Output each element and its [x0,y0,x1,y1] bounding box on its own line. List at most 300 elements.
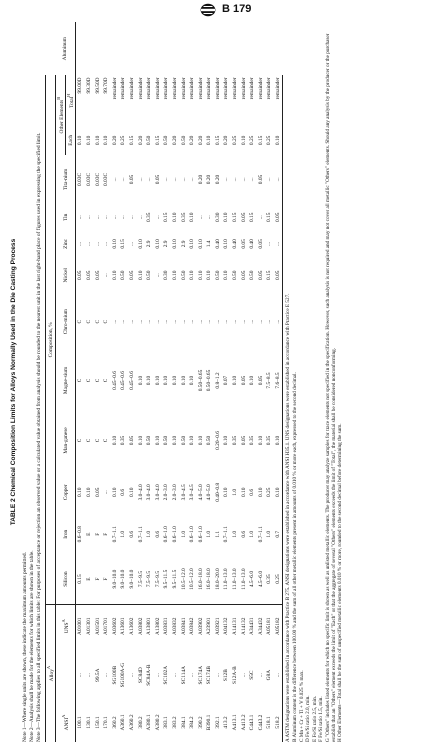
table-cell: 383.2 [171,716,178,729]
table-cell: ... [214,319,221,324]
table-cell: 0.10 [171,212,178,222]
table-row [93,22,102,742]
table-cell: 0.15 [154,135,161,146]
table-cell: SG100B [111,665,118,685]
table-cell: 0.10 [189,212,196,222]
table-cell: 0.20 [171,135,178,146]
table-cell: ... [163,177,170,182]
table-cell: 0.10 [103,135,110,146]
table-cell: ... [266,177,273,182]
table-cell: 0.6 [128,530,135,538]
table-cell: ... [146,177,153,182]
table-cell: 0.05 [240,212,247,222]
table-row [145,22,154,742]
table-cell: 1.0 [249,530,256,538]
table-cell: 0.30 [214,212,221,222]
table-cell: ... [163,319,170,324]
table-cell: 0.10 [240,135,247,146]
table-cell: ... [137,177,144,182]
table-cell: ... [274,293,283,350]
table-cell: 2.9 [146,240,153,248]
table-cell: remainder [214,77,221,100]
table-cell: 518.2 [274,703,283,742]
table-cell: C [94,378,101,383]
table-cell: ... [240,673,247,678]
table-cell: 0.50 [146,270,153,281]
table-cell: C [85,378,92,383]
table-cell: 11.0–13.0 [231,554,240,605]
table-cell: ... [171,177,178,182]
table-cell: 0.03C [77,172,84,186]
table-cell: A03921 [214,617,221,635]
table-cell: 0.05 [240,375,247,386]
table-row [76,22,85,742]
table-cell: ... [274,647,283,703]
table-cell: 0.6–1.0 [163,526,170,543]
table-cell: ... [120,319,127,324]
table-cell: ... [128,241,135,246]
table-cell: ... [154,319,161,324]
table-cell: ... [180,177,187,182]
table-cell: A413.1 [232,714,239,731]
table-cell: ... [94,215,101,220]
table-cell: ... [189,177,196,182]
table-cell: 0.35 [265,554,274,605]
table-cell: remainder [180,77,187,100]
table-cell: 0.15 [266,270,273,281]
table-cell: 384.2 [189,716,196,729]
table-cell: 0.05 [94,270,101,281]
header-composition: Composition, % [46,75,56,604]
table-cell: 0.10 [154,239,161,249]
table-cell: ... [77,241,84,246]
table-cell: ... [111,215,118,220]
table-cell: remainder [266,77,273,100]
table-cell: ... [146,319,153,324]
header-titanium: Tita-nium [56,155,76,204]
table-cell: ... [154,673,161,678]
table-cell: 0.50 [180,135,187,146]
table-cell: 2.0–3.0 [163,484,170,501]
table-cell: ... [249,177,256,182]
table-cell: A03902 [197,617,204,635]
table-cell: ... [197,319,204,324]
table-cell: 1.0 [232,530,239,538]
table-cell: A380.1 [146,714,153,731]
table-cell: F [94,532,101,536]
table-cell: 0.50–0.65 [206,369,213,392]
table-cell: B390.1 [206,714,213,731]
table-cell: 0.05 [85,270,92,281]
table-cell: 0.20 [214,174,221,185]
table-cell: ... [128,215,135,220]
table-cell: F [102,554,111,605]
table-cell: 413.2 [223,716,230,729]
table-cell: G8A [266,669,273,681]
table-cell: ... [189,319,196,324]
table-cell: 0.10 [128,487,135,498]
header-uns: $UNS^A$ [56,605,76,648]
table-cell: 0.15 [76,554,85,605]
table-cell: ... [197,215,204,220]
table-cell: 100.1 [77,716,84,729]
table-cell: 0.7–1.1 [111,526,118,543]
table-cell: ... [223,319,230,324]
table-cell: 0.25 [266,487,273,498]
table-cell: 9.0–10.0 [119,554,128,605]
table-cell: 0.15 [163,212,170,222]
footnote: A ASTM designations were established in accordance with Practice B 275. ANSI designations were established in accordance with ANSI H35.1. UNS designations were established in accordance with Practice E 527. [285,293,292,742]
table-cell: 0.10 [189,435,196,446]
table-cell: C [85,319,92,324]
table-cell: C [103,438,110,443]
table-cell: 0.10 [137,375,144,386]
table-cell: ... [274,155,283,204]
table-cell: ... [77,215,84,220]
table-row [222,22,231,742]
table-cell: ... [240,319,247,324]
table-cell: 0.50 [163,135,170,146]
header-nickel: Nickel [56,257,76,293]
table-cell: 1.0 [120,530,127,538]
table-cell: S5C [249,670,256,680]
table-cell: 3.0–4.0 [137,484,144,501]
table-row [257,22,266,742]
table-cell: 0.10 [206,270,213,281]
header-total: Total$^H$ [66,75,76,125]
table-cell: 0.05 [128,270,135,281]
header-each: Each [66,126,76,155]
table-cell: 2.9 [180,240,187,248]
table-cell: ... [257,319,264,324]
table-cell: 0.50–0.65 [197,369,204,392]
table-row [197,22,206,742]
table-cell: ... [257,673,264,678]
table-cell: 2.0–3.0 [171,484,178,501]
table-cell: 10.5–12.0 [188,554,197,605]
table-cell: C [77,438,84,443]
table-cell: 7.5–9.5 [154,554,163,605]
footnote: D Fe/Si ratio 2.0, min. [305,695,312,742]
table-cell: SC114A [180,665,187,685]
table-cell: ... [154,273,161,278]
table-cell: 7.5–8.5 [266,372,273,389]
table-cell: 11.0–13.0 [239,554,248,605]
table-cell: ... [214,673,221,678]
table-cell: F [103,532,110,536]
table-cell: A03842 [189,617,196,635]
table-cell: ... [111,177,118,182]
table-cell: 0.05 [257,239,264,249]
table-cell: ... [103,673,110,678]
table-cell: ... [137,215,144,220]
table-cell: 1.0 [232,488,239,496]
table-note: Note 2—Analysis shall be made for the elements for which limits are shown in the table. [28,550,35,742]
table-cell: 0.05 [257,375,264,386]
table-cell: 518.1 [266,716,273,729]
table-row [214,22,223,742]
table-cell: 0.8–1.2 [214,372,221,389]
table-cell: 1.1 [214,530,221,538]
table-cell: remainder [206,77,213,100]
header-iron: Iron [56,515,76,554]
table-cell: 0.50 [180,270,187,281]
table-cell: 99.50D [94,77,101,94]
table-cell: 0.25 [120,135,127,146]
table-cell: 384.1 [180,716,187,729]
table-cell: 11.0–13.0 [222,554,231,605]
table-cell: 390.2 [197,716,204,729]
table-cell: 9.0–10.0 [128,554,137,605]
table-cell: 0.50 [206,435,213,446]
table-cell: 0.10 [197,435,204,446]
table-cell: ... [232,319,239,324]
table-cell: 0.35 [266,435,273,446]
table-cell: ... [223,177,230,182]
table-cell: ... [206,319,213,324]
table-cell: S12B [223,669,230,682]
table-cell: 0.05 [94,487,101,498]
table-cell: 0.7–1.1 [223,526,230,543]
table-cell: 0.10 [257,435,264,446]
table-cell: 0.40 [214,239,221,249]
table-cell: 1.0 [206,530,213,538]
table-cell: 0.15 [249,212,256,222]
standard-designation: B 179 [222,3,252,15]
table-cell: 1.0 [146,530,153,538]
table-cell: 0.10 [206,135,213,146]
table-cell: 0.20 [137,135,144,146]
astm-logo-icon [200,3,216,17]
header-ansi: $ANSI^A$ [56,703,76,742]
table-cell: SC174A [197,665,204,685]
table-cell: 0.10 [171,270,178,281]
composition-table [45,22,283,742]
table-cell: C443.2 [257,714,264,731]
table-cell: ... [180,319,187,324]
table-cell: 9.0–10.0 [111,554,120,605]
table-cell: 0.40 [232,239,239,249]
table-cell: 4.0–5.0 [206,484,213,501]
table-cell: 3.0–4.0 [154,484,161,501]
table-cell: A01501 [94,617,101,635]
table-cell: E [85,532,92,536]
header-zinc: Zinc [56,230,76,257]
table-cell: 0.10 [257,487,264,498]
table-cell: 0.05 [257,174,264,185]
table-cell: A360.1 [120,714,127,731]
table-cell: 0.15 [214,135,221,146]
table-cell: 0.10 [85,135,92,146]
table-cell: 0.05 [274,204,283,230]
header-aluminum: Aluminum [56,22,76,75]
table-cell: ... [171,673,178,678]
table-cell: remainder [137,77,144,100]
table-cell: 0.15 [232,212,239,222]
table-cell: 0.10 [77,487,84,498]
table-cell: A03841 [180,617,187,635]
table-cell: A14132 [240,617,247,635]
footnote: H Other Elements—Total shall be the sum of unspecified metallic elements 0.010 % or more, rounded to the second decimal before determining the sum. [337,423,344,742]
table-cell: 0.10 [154,435,161,446]
table-cell: A03802 [137,617,144,635]
table-cell: A380.2 [154,714,161,731]
rotated-table-page [8,22,438,742]
table-cell: ... [128,319,135,324]
table-cell: 0.6 [240,530,247,538]
table-cell: 9.5–11.5 [171,554,180,605]
table-row [136,22,145,742]
table-cell: 0.20 [197,174,204,185]
header-other-elements: Other Elements$^B$ [56,75,66,154]
table-row [128,22,137,742]
table-cell: ... [103,241,110,246]
table-cell: ... [266,319,273,324]
table-cell: 7.5–9.5 [136,554,145,605]
page-header [0,0,446,24]
table-cell: remainder [232,77,239,100]
table-cell: 0.20 [189,135,196,146]
table-cell: A03832 [171,617,178,635]
table-cell: 0.35 [120,435,127,446]
table-cell: A03602 [111,617,118,635]
table-cell: 0.10 [189,375,196,386]
table-cell: 380.2 [137,716,144,729]
table-cell: 0.03C [103,172,110,186]
table-cell: ... [266,241,273,246]
table-cell: 0.40 [249,239,256,249]
table-cell: 0.10 [171,239,178,249]
footnote: B Aluminum content is the difference between 100.00 % and the sum of all other metallic elements present in amounts of 0.010 % or more each, expressed to the second decimal. [292,372,298,742]
table-cell: remainder [189,77,196,100]
table-cell: 2.9 [163,240,170,248]
table-cell: ... [274,230,283,257]
table-cell: C [85,438,92,443]
table-cell: 0.10 [171,375,178,386]
table-cell: SG100A-G [120,662,127,688]
table-cell: 360.2 [111,716,118,729]
table-cell: S12A-B [232,666,239,684]
table-cell: ... [103,215,110,220]
table-cell: 0.10 [223,212,230,222]
table-cell: ... [111,319,118,324]
table-row [154,22,163,742]
table-cell: 0.20–0.6 [214,431,221,450]
table-cell: 0.10 [137,239,144,249]
table-cell: 0.7–1.1 [137,526,144,543]
table-cell: 0.10 [146,375,153,386]
footnote: F Fe/Si ratio 1.5, min. [318,696,325,742]
table-cell: 0.10 [223,435,230,446]
table-cell: 0.10 [85,487,92,498]
table-cell: 0.50 [163,435,170,446]
table-row [85,22,94,742]
table-cell: A05181 [266,617,273,635]
table-cell: 0.20 [206,174,213,185]
table-cell: 0.05 [154,174,161,185]
table-row [179,22,188,742]
table-cell: ... [137,319,144,324]
table-cell: A23901 [206,617,213,635]
table-cell: 0.10 [94,135,101,146]
header-silicon: Silicon [56,554,76,605]
table-cell: 0.6–1.0 [171,526,178,543]
table-cell: remainder [128,77,135,100]
table-cell: remainder [257,77,264,100]
table-cell: 0.10 [274,411,283,470]
table-cell: 3.0–4.5 [180,484,187,501]
table-cell: A14131 [232,617,239,635]
table-cell: A13802 [154,617,161,635]
table-cell: 0.35 [232,435,239,446]
table-cell: A05182 [274,605,283,648]
footnote: C Mn + Cr + Ti + V 0.025 % max. [298,670,305,742]
table-cell: ... [94,241,101,246]
table-cell: remainder [240,77,247,100]
table-row [265,22,274,742]
table-cell: A13601 [120,617,127,635]
table-cell: 130.1 [85,716,92,729]
table-cell: remainder [163,77,170,100]
table-cell: 0.45–0.6 [128,371,135,390]
table-cell: 0.10 [111,487,118,498]
table-cell: 0.10 [163,375,170,386]
table-cell: 0.7–1.1 [257,526,264,543]
table-cell: 0.35 [249,435,256,446]
table-cell: ... [249,319,256,324]
table-cell: 0.05 [240,435,247,446]
table-row [102,22,111,742]
table-cell: 0.20 [197,135,204,146]
table-cell: 0.25 [266,135,273,146]
table-cell: 0.50 [120,270,127,281]
table-cell: 0.10 [111,270,118,281]
table-cell: 0.10 [274,470,283,515]
table-cell: 7.5–9.5 [145,554,154,605]
table-cell: 0.15 [120,239,127,249]
table-cell: A01701 [103,617,110,635]
table-cell: 0.03C [94,172,101,186]
footnotes [286,22,344,742]
table-cell: 99.5A [94,668,101,682]
table-header [46,22,76,742]
table-cell: 383.1 [163,716,170,729]
table-cell: 0.05 [128,174,135,185]
table-cell: C [77,378,84,383]
table-cell: A01001 [77,617,84,635]
table-row [248,22,257,742]
table-cell: remainder [171,77,178,100]
table-cell: 0.50 [180,435,187,446]
table-cell: 99.00D [77,77,84,94]
table-cell: 7.6–8.5 [274,350,283,411]
table-cell: 0.35 [180,212,187,222]
table-cell: C [94,438,101,443]
table-cell: 0.10 [223,239,230,249]
table-cell: remainder [154,77,161,100]
table-cell: 0.10 [249,375,256,386]
table-cell: ... [103,490,110,495]
table-cell: A360.2 [128,714,135,731]
table-cell: ... [128,673,135,678]
table-cell: 0.7 [274,515,283,554]
table-cell: SC84D [137,667,144,684]
table-cell: ... [189,673,196,678]
table-cell: 0.35 [146,212,153,222]
table-cell: ... [77,673,84,678]
table-cell: C [77,319,84,324]
table-cell: 0.10 [223,487,230,498]
